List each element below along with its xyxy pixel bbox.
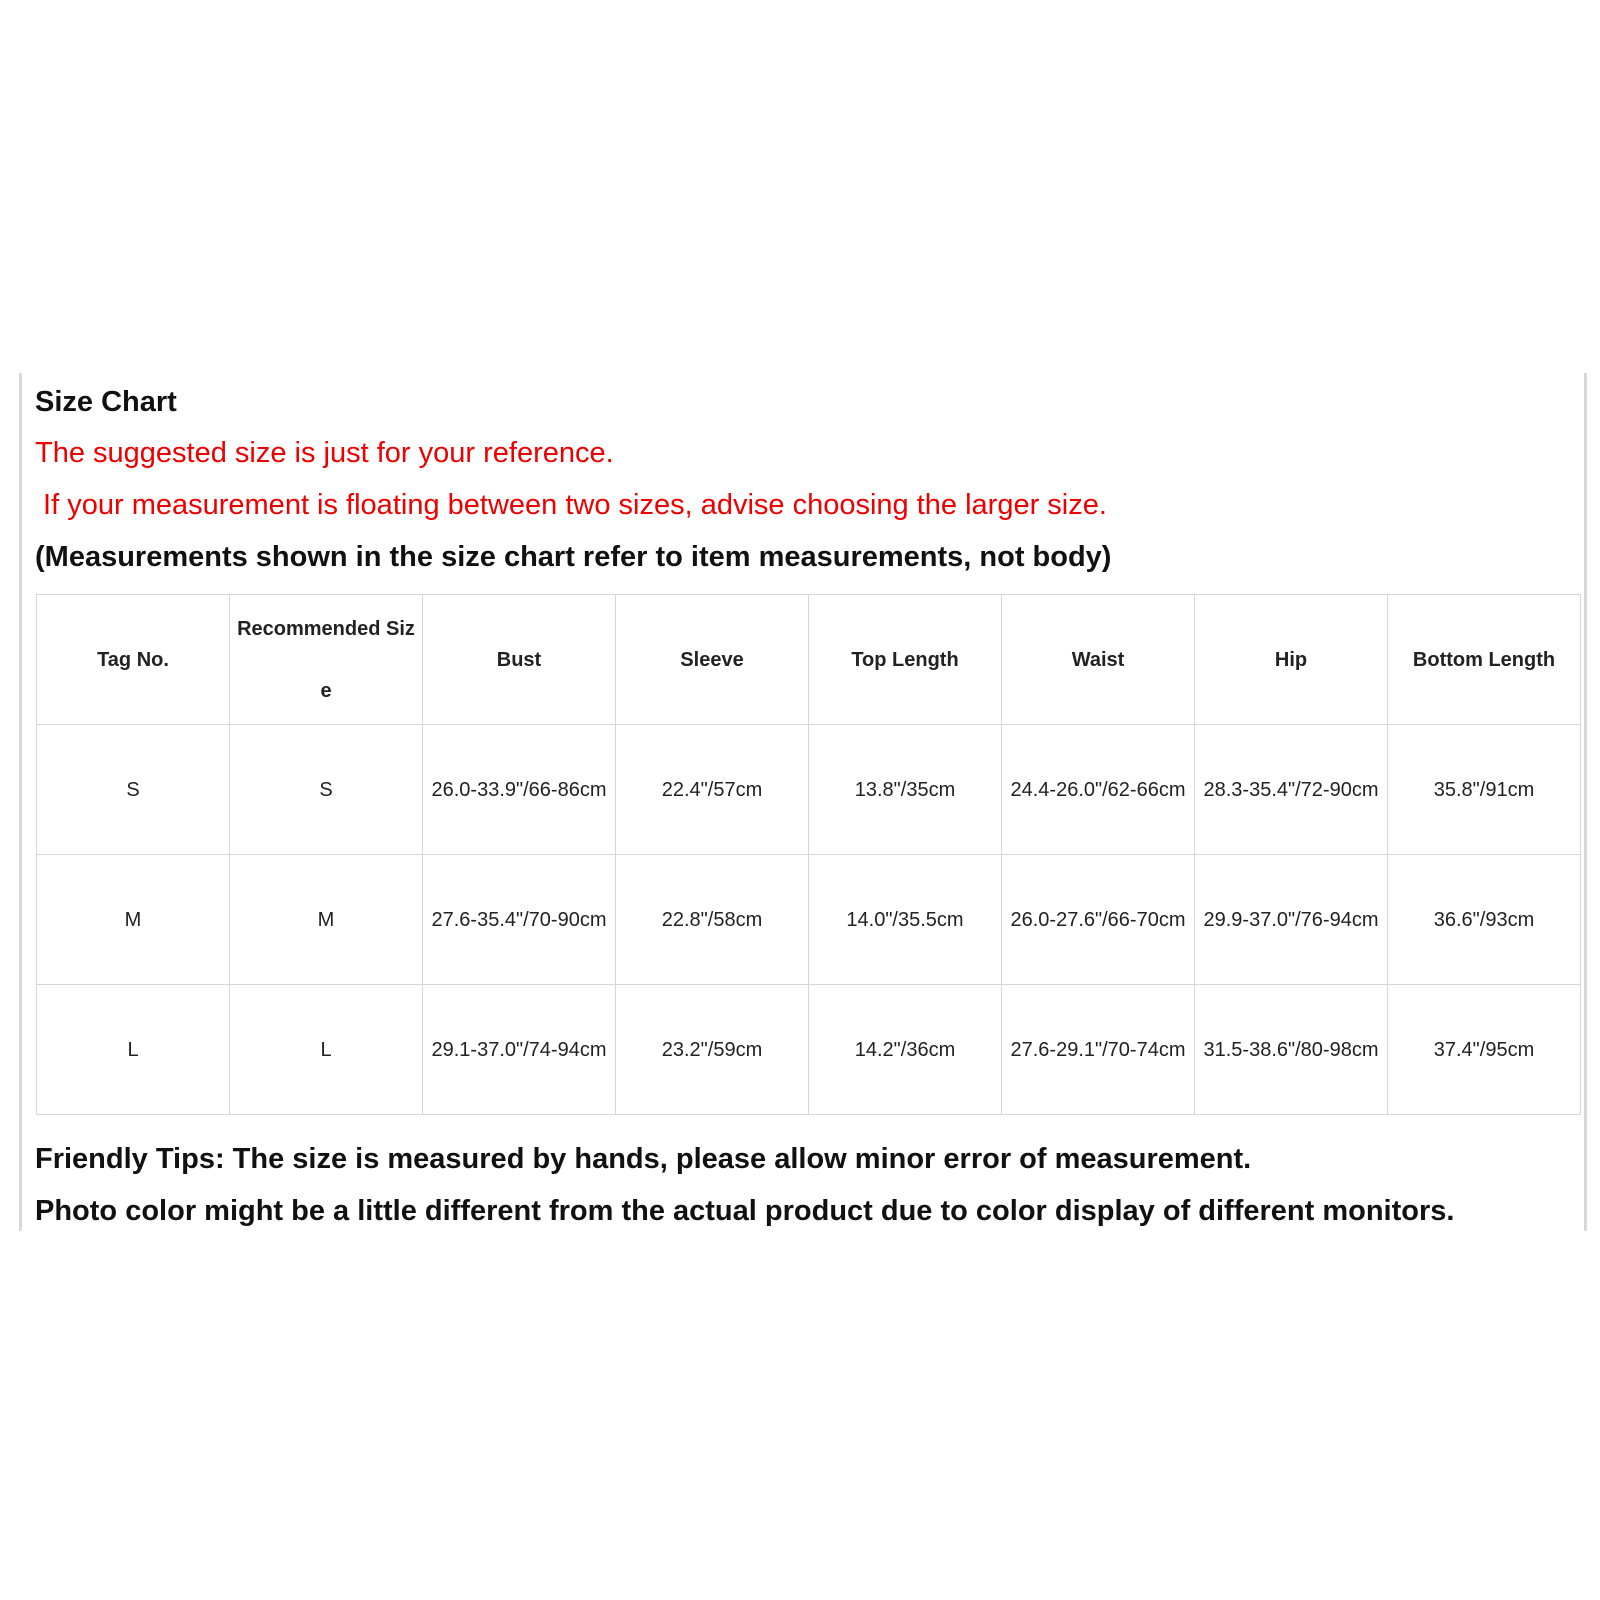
reference-notice: The suggested size is just for your reference. <box>35 437 614 469</box>
cell-hip: 28.3-35.4"/72-90cm <box>1195 725 1388 855</box>
cell-sleeve: 23.2"/59cm <box>616 985 809 1115</box>
header-bust: Bust <box>423 595 616 725</box>
table-header-row <box>37 595 1581 725</box>
cell-top-length: 14.0"/35.5cm <box>809 855 1002 985</box>
cell-waist: 27.6-29.1"/70-74cm <box>1002 985 1195 1115</box>
cell-bottom-length: 35.8"/91cm <box>1388 725 1581 855</box>
header-recommended-size: Recommended Size <box>230 595 423 725</box>
friendly-tips: Friendly Tips: The size is measured by hands, please allow minor error of measurement. <box>35 1143 1252 1175</box>
cell-recommended-size: S <box>230 725 423 855</box>
size-table <box>36 594 1581 1115</box>
cell-recommended-size: L <box>230 985 423 1115</box>
table-row <box>37 985 1581 1115</box>
size-chart-title: Size Chart <box>35 386 177 418</box>
header-tag-no: Tag No. <box>37 595 230 725</box>
header-waist: Waist <box>1002 595 1195 725</box>
header-bottom-length: Bottom Length <box>1388 595 1581 725</box>
cell-sleeve: 22.4"/57cm <box>616 725 809 855</box>
cell-waist: 24.4-26.0"/62-66cm <box>1002 725 1195 855</box>
photo-color-note: Photo color might be a little different from the actual product due to color display of different monitors. <box>35 1195 1455 1227</box>
cell-waist: 26.0-27.6"/66-70cm <box>1002 855 1195 985</box>
cell-recommended-size: M <box>230 855 423 985</box>
cell-hip: 29.9-37.0"/76-94cm <box>1195 855 1388 985</box>
cell-tag-no: L <box>37 985 230 1115</box>
cell-hip: 31.5-38.6"/80-98cm <box>1195 985 1388 1115</box>
header-top-length: Top Length <box>809 595 1002 725</box>
table-row <box>37 855 1581 985</box>
larger-size-advice: If your measurement is floating between two sizes, advise choosing the larger size. <box>35 489 1107 521</box>
cell-top-length: 14.2"/36cm <box>809 985 1002 1115</box>
header-sleeve: Sleeve <box>616 595 809 725</box>
cell-bottom-length: 36.6"/93cm <box>1388 855 1581 985</box>
cell-tag-no: S <box>37 725 230 855</box>
measurement-note: (Measurements shown in the size chart refer to item measurements, not body) <box>35 541 1112 573</box>
cell-bust: 29.1-37.0"/74-94cm <box>423 985 616 1115</box>
cell-bust: 26.0-33.9"/66-86cm <box>423 725 616 855</box>
cell-sleeve: 22.8"/58cm <box>616 855 809 985</box>
cell-top-length: 13.8"/35cm <box>809 725 1002 855</box>
cell-bust: 27.6-35.4"/70-90cm <box>423 855 616 985</box>
cell-bottom-length: 37.4"/95cm <box>1388 985 1581 1115</box>
header-hip: Hip <box>1195 595 1388 725</box>
table-row <box>37 725 1581 855</box>
cell-tag-no: M <box>37 855 230 985</box>
